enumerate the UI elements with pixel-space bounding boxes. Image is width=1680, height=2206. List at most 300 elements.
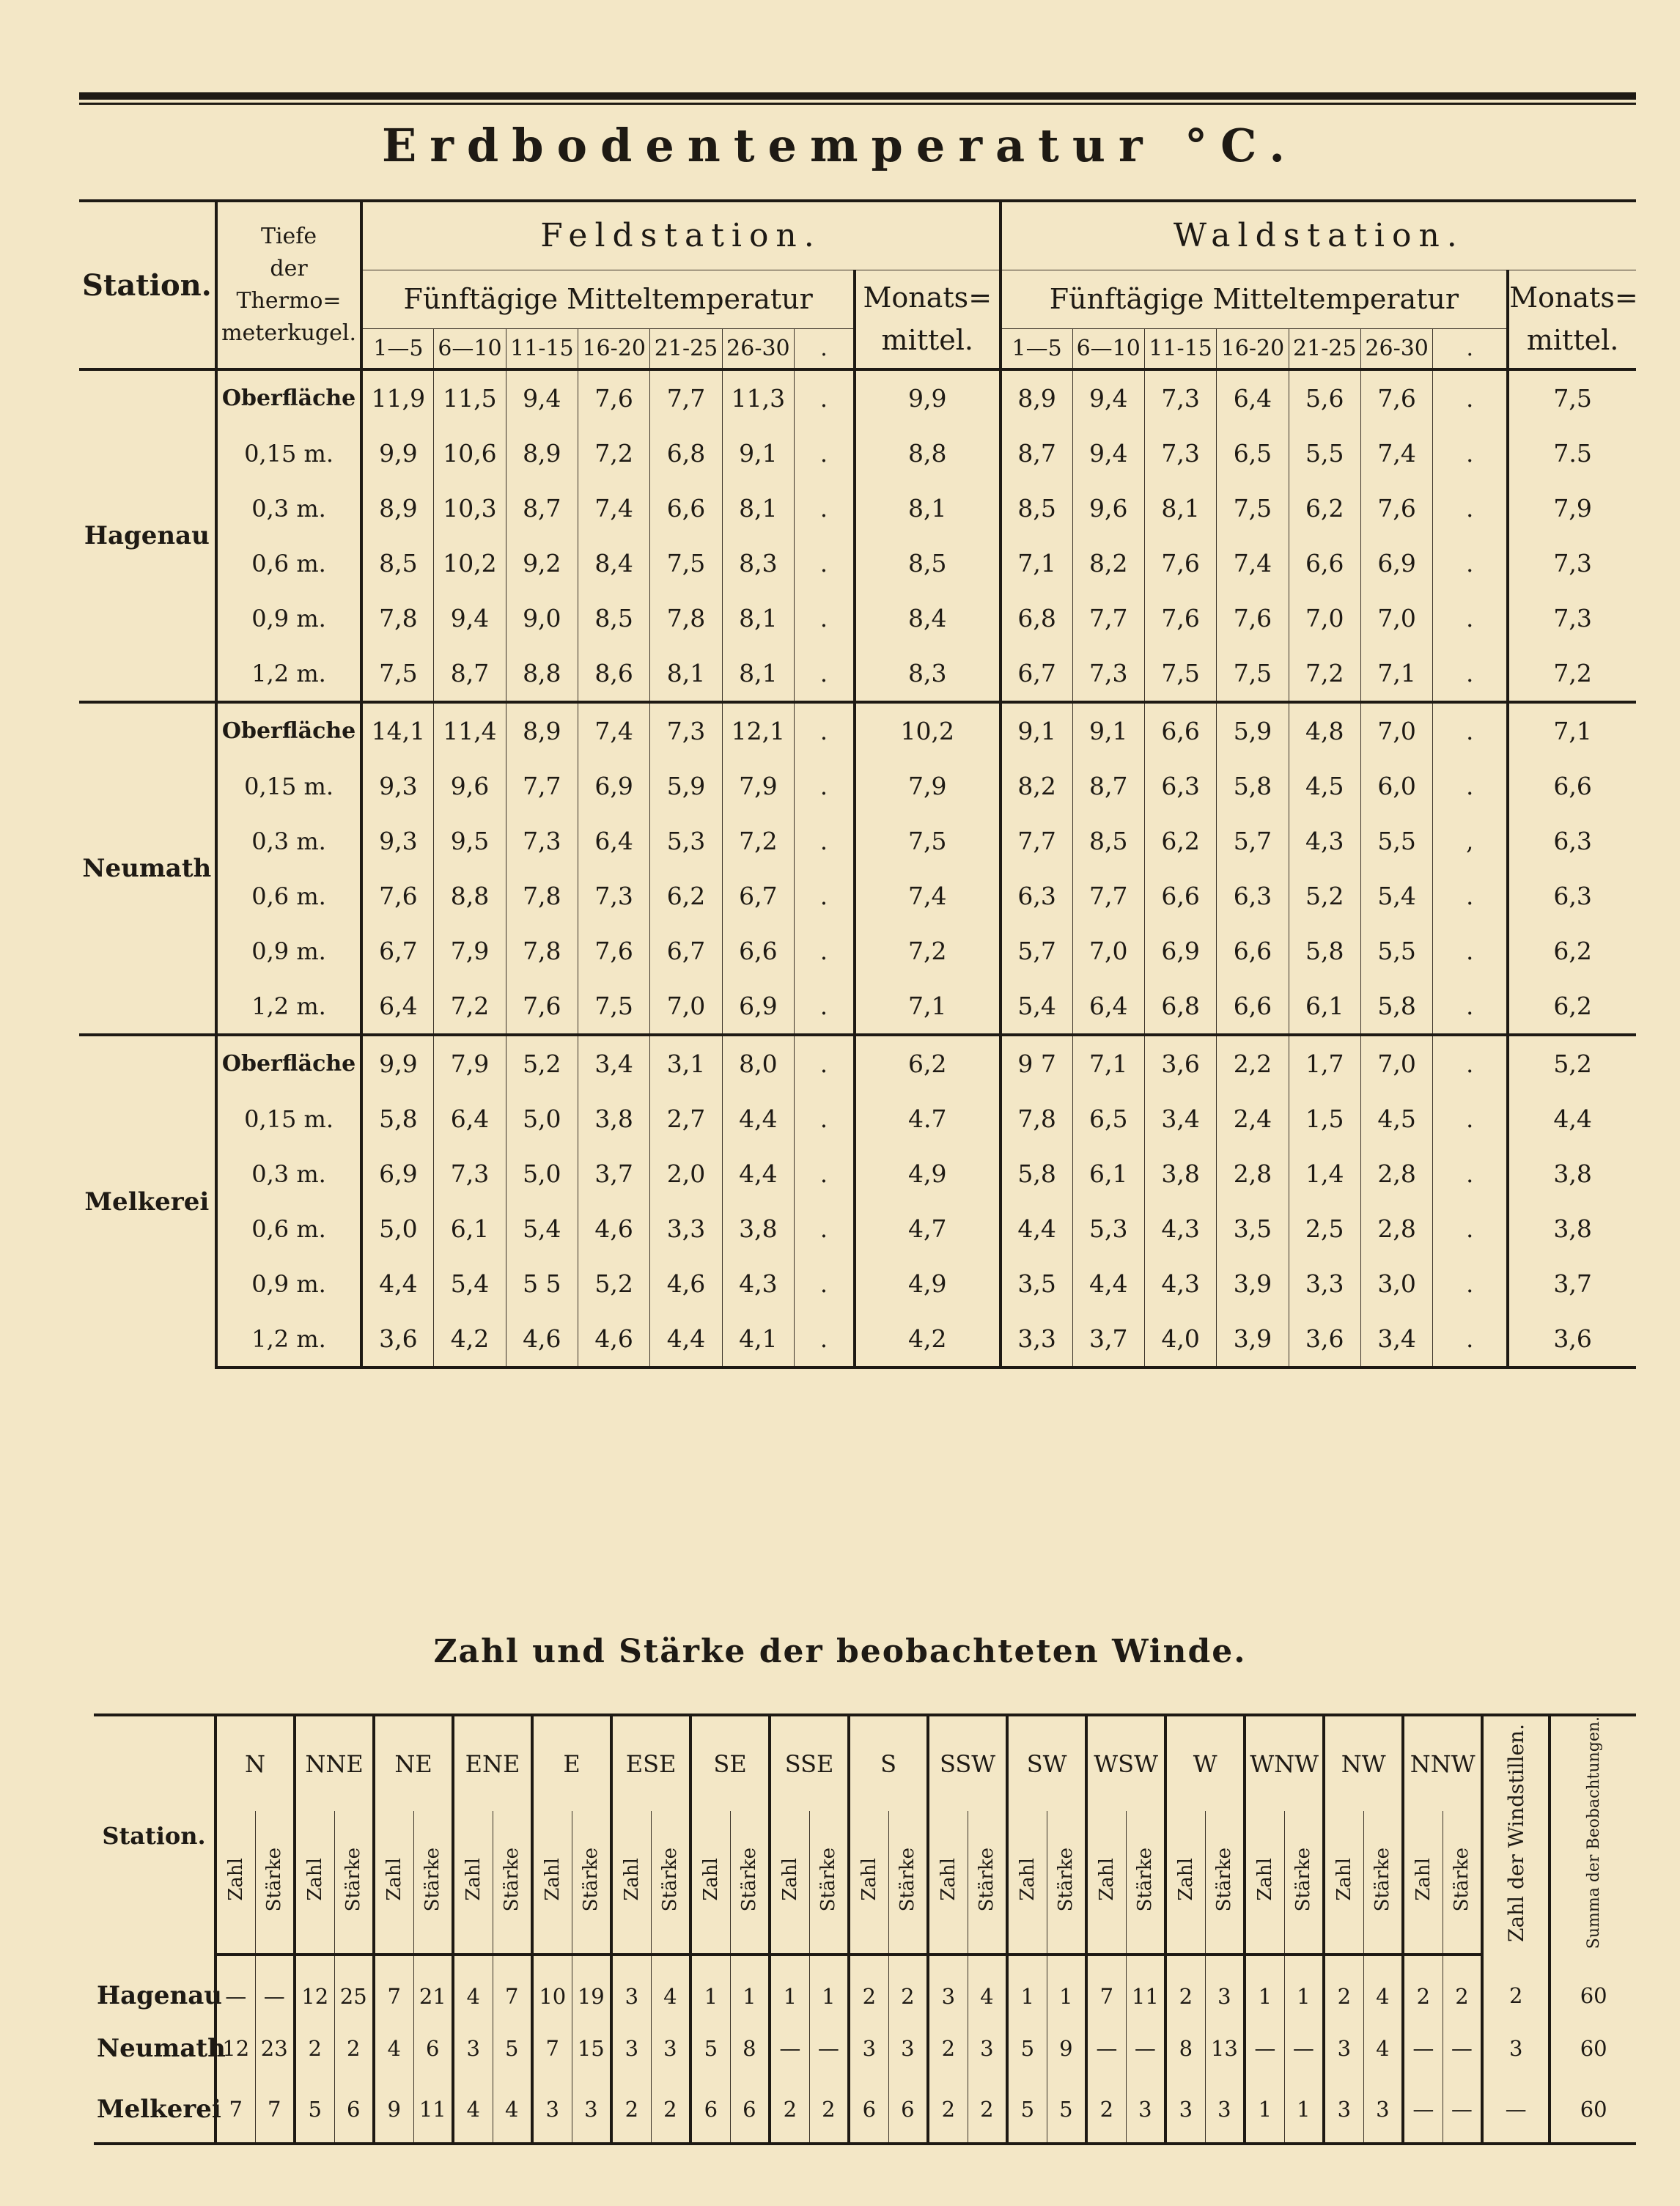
feld-value-cell: 8,4 <box>578 536 649 591</box>
wind-staerke-cell: 9 <box>1047 2021 1086 2076</box>
wald-value-cell: 6,6 <box>1144 702 1216 759</box>
soil-row <box>79 759 1636 814</box>
staerke-label: Stärke <box>421 1847 444 1911</box>
feld-value-cell: 7,2 <box>722 814 794 868</box>
staerke-subheader <box>730 1811 770 1955</box>
feld-value-cell: 7,9 <box>434 923 506 978</box>
wald-value-cell: . <box>1433 1256 1508 1311</box>
feld-value-cell: 5,0 <box>506 1091 578 1146</box>
feld-value-cell: 8,5 <box>578 591 649 646</box>
wald-value-cell: 5,9 <box>1217 702 1289 759</box>
wind-zahl-cell: 1 <box>1245 1955 1284 2021</box>
feld-value-cell: 12,1 <box>722 702 794 759</box>
soil-row <box>79 1091 1636 1146</box>
feld-value-cell: 5,8 <box>361 1091 433 1146</box>
wald-value-cell: 5,8 <box>1217 759 1289 814</box>
zahl-label: Zahl <box>620 1858 643 1901</box>
wind-calm-cell: — <box>1482 2076 1550 2144</box>
staerke-label: Stärke <box>1371 1847 1394 1911</box>
feld-value-cell: 8,7 <box>506 481 578 536</box>
wald-value-cell: 7,7 <box>1072 591 1144 646</box>
wind-zahl-cell: 2 <box>770 2076 809 2144</box>
wald-value-cell: 5,4 <box>1360 868 1432 923</box>
soil-row <box>79 1146 1636 1201</box>
wald-value-cell: . <box>1433 702 1508 759</box>
depth-header <box>216 201 362 369</box>
feld-value-cell: . <box>795 702 855 759</box>
feld-value-cell: 7,3 <box>434 1146 506 1201</box>
top-rule-thick <box>79 92 1636 100</box>
wald-value-cell: . <box>1433 426 1508 481</box>
zahl-subheader <box>849 1811 888 1955</box>
feld-period-4-header: 16-20 <box>578 328 649 369</box>
wald-monatsmittel-header <box>1508 270 1636 369</box>
wald-value-cell: 7,3 <box>1072 646 1144 702</box>
feld-value-cell: 3,4 <box>578 1035 649 1091</box>
station-name-neumath: Neumath <box>79 702 216 1035</box>
wald-value-cell: 6,7 <box>1001 646 1072 702</box>
feld-value-cell: 7,6 <box>361 868 433 923</box>
wind-staerke-cell: 3 <box>1205 1955 1245 2021</box>
feld-value-cell: 7,6 <box>578 369 649 426</box>
soil-row <box>79 481 1636 536</box>
feld-value-cell: . <box>795 591 855 646</box>
feld-value-cell: . <box>795 481 855 536</box>
feld-value-cell: 7,5 <box>578 978 649 1035</box>
wald-value-cell: 5,5 <box>1360 923 1432 978</box>
wald-value-cell: 7,7 <box>1001 814 1072 868</box>
depth-header-line-1: Tiefe <box>260 224 317 249</box>
wald-fuenftaegige-header: Fünftägige Mitteltemperatur <box>1001 270 1508 328</box>
station-header: Station. <box>79 201 216 369</box>
staerke-label: Stärke <box>976 1847 998 1911</box>
wind-staerke-cell: 11 <box>413 2076 453 2144</box>
wald-monatsmittel-cell: 5,2 <box>1508 1035 1636 1091</box>
station-name-hagenau: Hagenau <box>79 369 216 702</box>
wind-zahl-cell: 1 <box>1245 2076 1284 2144</box>
wind-staerke-cell: 6 <box>730 2076 770 2144</box>
wind-staerke-cell: 21 <box>413 1955 453 2021</box>
feld-value-cell: 7,8 <box>506 868 578 923</box>
soil-row <box>79 591 1636 646</box>
wind-zahl-cell: 3 <box>611 1955 651 2021</box>
wald-value-cell: 7,5 <box>1144 646 1216 702</box>
wind-staerke-cell: 6 <box>888 2076 928 2144</box>
feld-value-cell: 7,7 <box>650 369 722 426</box>
wald-monatsmittel-cell: 7,3 <box>1508 591 1636 646</box>
wald-value-cell: . <box>1433 591 1508 646</box>
zahl-label: Zahl <box>224 1858 247 1901</box>
zahl-subheader <box>1324 1811 1363 1955</box>
feld-value-cell: 4,4 <box>722 1091 794 1146</box>
wald-value-cell: 6,3 <box>1217 868 1289 923</box>
wind-zahl-cell: 6 <box>690 2076 730 2144</box>
feld-monatsmittel-header <box>855 270 1001 369</box>
wind-sum-cell: 60 <box>1550 1955 1636 2021</box>
direction-header-nw: NW <box>1324 1715 1403 1811</box>
wind-staerke-cell: 2 <box>968 2076 1007 2144</box>
wald-value-cell: . <box>1433 868 1508 923</box>
wind-sum-cell: 60 <box>1550 2076 1636 2144</box>
wind-zahl-cell: 5 <box>295 2076 334 2144</box>
wald-value-cell: . <box>1433 978 1508 1035</box>
station-name-melkerei: Melkerei <box>79 1035 216 1368</box>
wald-value-cell: 9 7 <box>1001 1035 1072 1091</box>
feld-value-cell: 7,4 <box>578 481 649 536</box>
wald-value-cell: 3,3 <box>1001 1311 1072 1368</box>
wind-staerke-cell: 15 <box>572 2021 611 2076</box>
wind-sum-cell: 60 <box>1550 2021 1636 2076</box>
feld-monatsmittel-cell: 4,7 <box>855 1201 1001 1256</box>
feld-value-cell: 3,7 <box>578 1146 649 1201</box>
direction-header-nnw: NNW <box>1403 1715 1482 1811</box>
sum-header <box>1550 1715 1636 1955</box>
direction-header-e: E <box>532 1715 611 1811</box>
wald-value-cell: . <box>1433 759 1508 814</box>
direction-header-wnw: WNW <box>1245 1715 1324 1811</box>
depth-cell: Oberfläche <box>216 1035 362 1091</box>
soil-row <box>79 814 1636 868</box>
feld-value-cell: 6,2 <box>650 868 722 923</box>
calm-header-label: Zahl der Windstillen. <box>1503 1723 1528 1942</box>
wind-staerke-cell: 1 <box>809 1955 849 2021</box>
feld-value-cell: . <box>795 1091 855 1146</box>
feld-value-cell: 5 5 <box>506 1256 578 1311</box>
wind-staerke-cell: 3 <box>1205 2076 1245 2144</box>
direction-header-ssw: SSW <box>928 1715 1007 1811</box>
wald-value-cell: 5,8 <box>1289 923 1360 978</box>
wind-station-name-hagenau: Hagenau <box>97 1981 223 2011</box>
feld-value-cell: 10,2 <box>434 536 506 591</box>
wald-value-cell: 4,5 <box>1289 759 1360 814</box>
feld-monatsmittel-cell: 4,9 <box>855 1146 1001 1201</box>
wald-value-cell: 7,8 <box>1001 1091 1072 1146</box>
wald-value-cell: 6,1 <box>1289 978 1360 1035</box>
wald-monatsmittel-cell: 7,3 <box>1508 536 1636 591</box>
wald-value-cell: 2,5 <box>1289 1201 1360 1256</box>
wind-staerke-cell: 6 <box>413 2021 453 2076</box>
feld-value-cell: 8,6 <box>578 646 649 702</box>
feld-value-cell: 5,2 <box>578 1256 649 1311</box>
wald-value-cell: 6,0 <box>1360 759 1432 814</box>
feld-value-cell: 8,9 <box>361 481 433 536</box>
wind-zahl-cell: 1 <box>690 1955 730 2021</box>
wald-value-cell: 5,6 <box>1289 369 1360 426</box>
staerke-label: Stärke <box>1213 1847 1236 1911</box>
feld-value-cell: 6,4 <box>578 814 649 868</box>
feld-value-cell: 7,2 <box>434 978 506 1035</box>
feld-value-cell: 14,1 <box>361 702 433 759</box>
wind-staerke-cell: 2 <box>651 2076 690 2144</box>
feld-value-cell: 4,6 <box>506 1311 578 1368</box>
direction-header-ene: ENE <box>453 1715 532 1811</box>
wald-monatsmittel-cell: 6,3 <box>1508 868 1636 923</box>
depth-cell: 0,6 m. <box>216 868 362 923</box>
wald-value-cell: 6,5 <box>1072 1091 1144 1146</box>
zahl-subheader <box>1165 1811 1205 1955</box>
feld-value-cell: 7,6 <box>506 978 578 1035</box>
wind-zahl-cell: 3 <box>849 2021 888 2076</box>
wind-staerke-cell: 1 <box>730 1955 770 2021</box>
wind-zahl-cell: 2 <box>928 2076 968 2144</box>
wind-staerke-cell: 2 <box>334 2021 374 2076</box>
wald-period-5-header: 21-25 <box>1289 328 1360 369</box>
wald-value-cell: 6,9 <box>1144 923 1216 978</box>
zahl-subheader <box>215 1811 255 1955</box>
staerke-label: Stärke <box>738 1847 761 1911</box>
feld-value-cell: . <box>795 426 855 481</box>
feld-value-cell: 6,8 <box>650 426 722 481</box>
feld-monatsmittel-line-1: Monats= <box>863 281 992 314</box>
feld-value-cell: 7,2 <box>578 426 649 481</box>
feld-monatsmittel-line-2: mittel. <box>881 324 973 357</box>
wald-value-cell: 1,5 <box>1289 1091 1360 1146</box>
feld-value-cell: . <box>795 536 855 591</box>
feld-monatsmittel-cell: 6,2 <box>855 1035 1001 1091</box>
wald-value-cell: 7,5 <box>1217 481 1289 536</box>
feld-value-cell: 9,6 <box>434 759 506 814</box>
wald-value-cell: 4,4 <box>1001 1201 1072 1256</box>
soil-row <box>79 369 1636 426</box>
feld-value-cell: 8,1 <box>722 481 794 536</box>
direction-header-s: S <box>849 1715 928 1811</box>
wald-value-cell: 8,5 <box>1001 481 1072 536</box>
feld-value-cell: 8,5 <box>361 536 433 591</box>
wind-zahl-cell: — <box>1403 2076 1443 2144</box>
wald-value-cell: 6,4 <box>1072 978 1144 1035</box>
wald-value-cell: 1,7 <box>1289 1035 1360 1091</box>
staerke-subheader <box>1284 1811 1324 1955</box>
staerke-subheader <box>888 1811 928 1955</box>
feld-value-cell: 6,6 <box>722 923 794 978</box>
staerke-label: Stärke <box>501 1847 523 1911</box>
feld-value-cell: 6,9 <box>722 978 794 1035</box>
wind-staerke-cell: 4 <box>1363 1955 1403 2021</box>
staerke-label: Stärke <box>1055 1847 1077 1911</box>
direction-header-ne: NE <box>374 1715 453 1811</box>
wald-monatsmittel-line-2: mittel. <box>1526 324 1619 357</box>
wald-value-cell: 8,7 <box>1072 759 1144 814</box>
feld-value-cell: 4,6 <box>578 1201 649 1256</box>
wald-value-cell: . <box>1433 1201 1508 1256</box>
wald-value-cell: 8,5 <box>1072 814 1144 868</box>
feld-period-5-header: 21-25 <box>650 328 722 369</box>
wind-zahl-cell: 2 <box>1324 1955 1363 2021</box>
wald-value-cell: 3,8 <box>1144 1146 1216 1201</box>
feld-value-cell: 9,2 <box>506 536 578 591</box>
wald-value-cell: 3,6 <box>1289 1311 1360 1368</box>
feld-value-cell: 7,8 <box>650 591 722 646</box>
wind-zahl-cell: 1 <box>770 1955 809 2021</box>
wald-value-cell: 3,5 <box>1217 1201 1289 1256</box>
feld-value-cell: 6,7 <box>722 868 794 923</box>
feld-value-cell: 7,8 <box>506 923 578 978</box>
wind-zahl-cell: 5 <box>690 2021 730 2076</box>
wind-zahl-cell: 7 <box>532 2021 572 2076</box>
soil-row <box>79 1256 1636 1311</box>
feld-value-cell: 9,3 <box>361 814 433 868</box>
wind-staerke-cell: 19 <box>572 1955 611 2021</box>
depth-cell: 0,6 m. <box>216 1201 362 1256</box>
wald-period-7-header: . <box>1433 328 1508 369</box>
wind-zahl-cell: 3 <box>453 2021 493 2076</box>
wald-value-cell: , <box>1433 814 1508 868</box>
feldstation-header: Feldstation. <box>361 201 1000 270</box>
wald-value-cell: 3,5 <box>1001 1256 1072 1311</box>
feld-value-cell: 5,2 <box>506 1035 578 1091</box>
wald-monatsmittel-cell: 3,8 <box>1508 1146 1636 1201</box>
staerke-subheader <box>1363 1811 1403 1955</box>
staerke-subheader <box>651 1811 690 1955</box>
zahl-subheader <box>1007 1811 1047 1955</box>
feld-monatsmittel-cell: 7,9 <box>855 759 1001 814</box>
feld-value-cell: 8,1 <box>650 646 722 702</box>
zahl-subheader <box>1245 1811 1284 1955</box>
wald-value-cell: . <box>1433 536 1508 591</box>
wald-value-cell: 3,7 <box>1072 1311 1144 1368</box>
soil-row <box>79 1311 1636 1368</box>
wald-value-cell: 7,3 <box>1144 426 1216 481</box>
wald-value-cell: 2,4 <box>1217 1091 1289 1146</box>
staerke-label: Stärke <box>1292 1847 1315 1911</box>
staerke-subheader <box>255 1811 295 1955</box>
feld-fuenftaegige-header: Fünftägige Mitteltemperatur <box>361 270 854 328</box>
wind-zahl-cell: 2 <box>928 2021 968 2076</box>
wald-value-cell: 4,8 <box>1289 702 1360 759</box>
staerke-subheader <box>968 1811 1007 1955</box>
wald-value-cell: 2,8 <box>1217 1146 1289 1201</box>
wind-zahl-cell: 4 <box>453 2076 493 2144</box>
wind-zahl-cell: 12 <box>295 1955 334 2021</box>
wald-value-cell: 2,8 <box>1360 1201 1432 1256</box>
feld-value-cell: 8,3 <box>722 536 794 591</box>
zahl-label: Zahl <box>383 1858 405 1901</box>
direction-header-sw: SW <box>1007 1715 1086 1811</box>
feld-value-cell: . <box>795 923 855 978</box>
wald-value-cell: 6,5 <box>1217 426 1289 481</box>
wind-staerke-cell: — <box>255 1955 295 2021</box>
wald-value-cell: 7,0 <box>1360 702 1432 759</box>
wald-monatsmittel-cell: 7,1 <box>1508 702 1636 759</box>
feld-monatsmittel-cell: 4.7 <box>855 1091 1001 1146</box>
depth-header-line-3: Thermo= <box>236 288 342 314</box>
wind-title: Zahl und Stärke der beobachteten Winde. <box>433 1633 1247 1670</box>
wind-calm-cell: 2 <box>1482 1955 1550 2021</box>
wald-value-cell: 7,6 <box>1144 536 1216 591</box>
feld-value-cell: 7,5 <box>361 646 433 702</box>
wind-zahl-cell: 3 <box>1324 2021 1363 2076</box>
soil-row <box>79 536 1636 591</box>
wind-staerke-cell: 3 <box>968 2021 1007 2076</box>
feld-period-6-header: 26-30 <box>722 328 794 369</box>
feld-value-cell: 3,8 <box>578 1091 649 1146</box>
feld-value-cell: 4,6 <box>650 1256 722 1311</box>
wind-zahl-cell: — <box>1245 2021 1284 2076</box>
wind-staerke-cell: 2 <box>809 2076 849 2144</box>
wald-value-cell: 7,0 <box>1360 591 1432 646</box>
wald-value-cell: 2,8 <box>1360 1146 1432 1201</box>
wind-zahl-cell: 12 <box>215 2021 255 2076</box>
staerke-subheader <box>1443 1811 1482 1955</box>
wind-zahl-cell: 3 <box>611 2021 651 2076</box>
feld-value-cell: 6,1 <box>434 1201 506 1256</box>
feld-value-cell: . <box>795 369 855 426</box>
wald-value-cell: 8,7 <box>1001 426 1072 481</box>
wald-value-cell: 6,4 <box>1217 369 1289 426</box>
feld-value-cell: 7,3 <box>506 814 578 868</box>
wind-staerke-cell: 11 <box>1126 1955 1165 2021</box>
feld-value-cell: 5,9 <box>650 759 722 814</box>
wald-value-cell: 6,6 <box>1217 923 1289 978</box>
feld-value-cell: 7,3 <box>578 868 649 923</box>
wind-staerke-cell: 1 <box>1284 1955 1324 2021</box>
wald-value-cell: 7,6 <box>1217 591 1289 646</box>
zahl-label: Zahl <box>778 1858 801 1901</box>
wald-value-cell: . <box>1433 1146 1508 1201</box>
wald-value-cell: 3,3 <box>1289 1256 1360 1311</box>
wind-zahl-cell: 3 <box>928 1955 968 2021</box>
feld-value-cell: 9,3 <box>361 759 433 814</box>
wald-value-cell: 4,0 <box>1144 1311 1216 1368</box>
wald-value-cell: . <box>1433 369 1508 426</box>
depth-cell: 0,3 m. <box>216 814 362 868</box>
wald-value-cell: 6,8 <box>1001 591 1072 646</box>
wind-station-header: Station. <box>94 1715 215 1955</box>
wald-value-cell: 7,2 <box>1289 646 1360 702</box>
staerke-label: Stärke <box>896 1847 919 1911</box>
feld-value-cell: 7,8 <box>361 591 433 646</box>
zahl-label: Zahl <box>1253 1858 1276 1901</box>
wald-value-cell: 9,4 <box>1072 426 1144 481</box>
feld-value-cell: 6,6 <box>650 481 722 536</box>
wald-period-3-header: 11-15 <box>1144 328 1216 369</box>
depth-cell: 0,9 m. <box>216 923 362 978</box>
wald-value-cell: . <box>1433 923 1508 978</box>
soil-row <box>79 1201 1636 1256</box>
feld-value-cell: . <box>795 868 855 923</box>
feld-value-cell: 7,0 <box>650 978 722 1035</box>
staerke-label: Stärke <box>1451 1847 1473 1911</box>
wind-zahl-cell: 4 <box>374 2021 413 2076</box>
wald-value-cell: 9,6 <box>1072 481 1144 536</box>
wald-value-cell: 5,7 <box>1001 923 1072 978</box>
wald-monatsmittel-cell: 6,3 <box>1508 814 1636 868</box>
wald-period-4-header: 16-20 <box>1217 328 1289 369</box>
feld-value-cell: 4,3 <box>722 1256 794 1311</box>
wald-value-cell: 3,4 <box>1144 1091 1216 1146</box>
feld-monatsmittel-cell: 7,1 <box>855 978 1001 1035</box>
wald-value-cell: 4,3 <box>1144 1256 1216 1311</box>
wald-value-cell: 7,0 <box>1289 591 1360 646</box>
wind-staerke-cell: 7 <box>255 2076 295 2144</box>
feld-value-cell: 7,4 <box>578 702 649 759</box>
feld-value-cell: 10,3 <box>434 481 506 536</box>
wind-zahl-cell: 3 <box>532 2076 572 2144</box>
staerke-subheader <box>1205 1811 1245 1955</box>
zahl-subheader <box>532 1811 572 1955</box>
feld-value-cell: 5,3 <box>650 814 722 868</box>
feld-value-cell: 8,0 <box>722 1035 794 1091</box>
wald-value-cell: 6,2 <box>1289 481 1360 536</box>
feld-value-cell: 4,4 <box>361 1256 433 1311</box>
direction-header-sse: SSE <box>770 1715 849 1811</box>
top-rule-thin <box>79 103 1636 105</box>
wind-zahl-cell: 2 <box>1165 1955 1205 2021</box>
wind-station-name-melkerei: Melkerei <box>94 2076 215 2144</box>
feld-value-cell: 6,4 <box>361 978 433 1035</box>
depth-cell: 0,3 m. <box>216 1146 362 1201</box>
zahl-subheader <box>770 1811 809 1955</box>
